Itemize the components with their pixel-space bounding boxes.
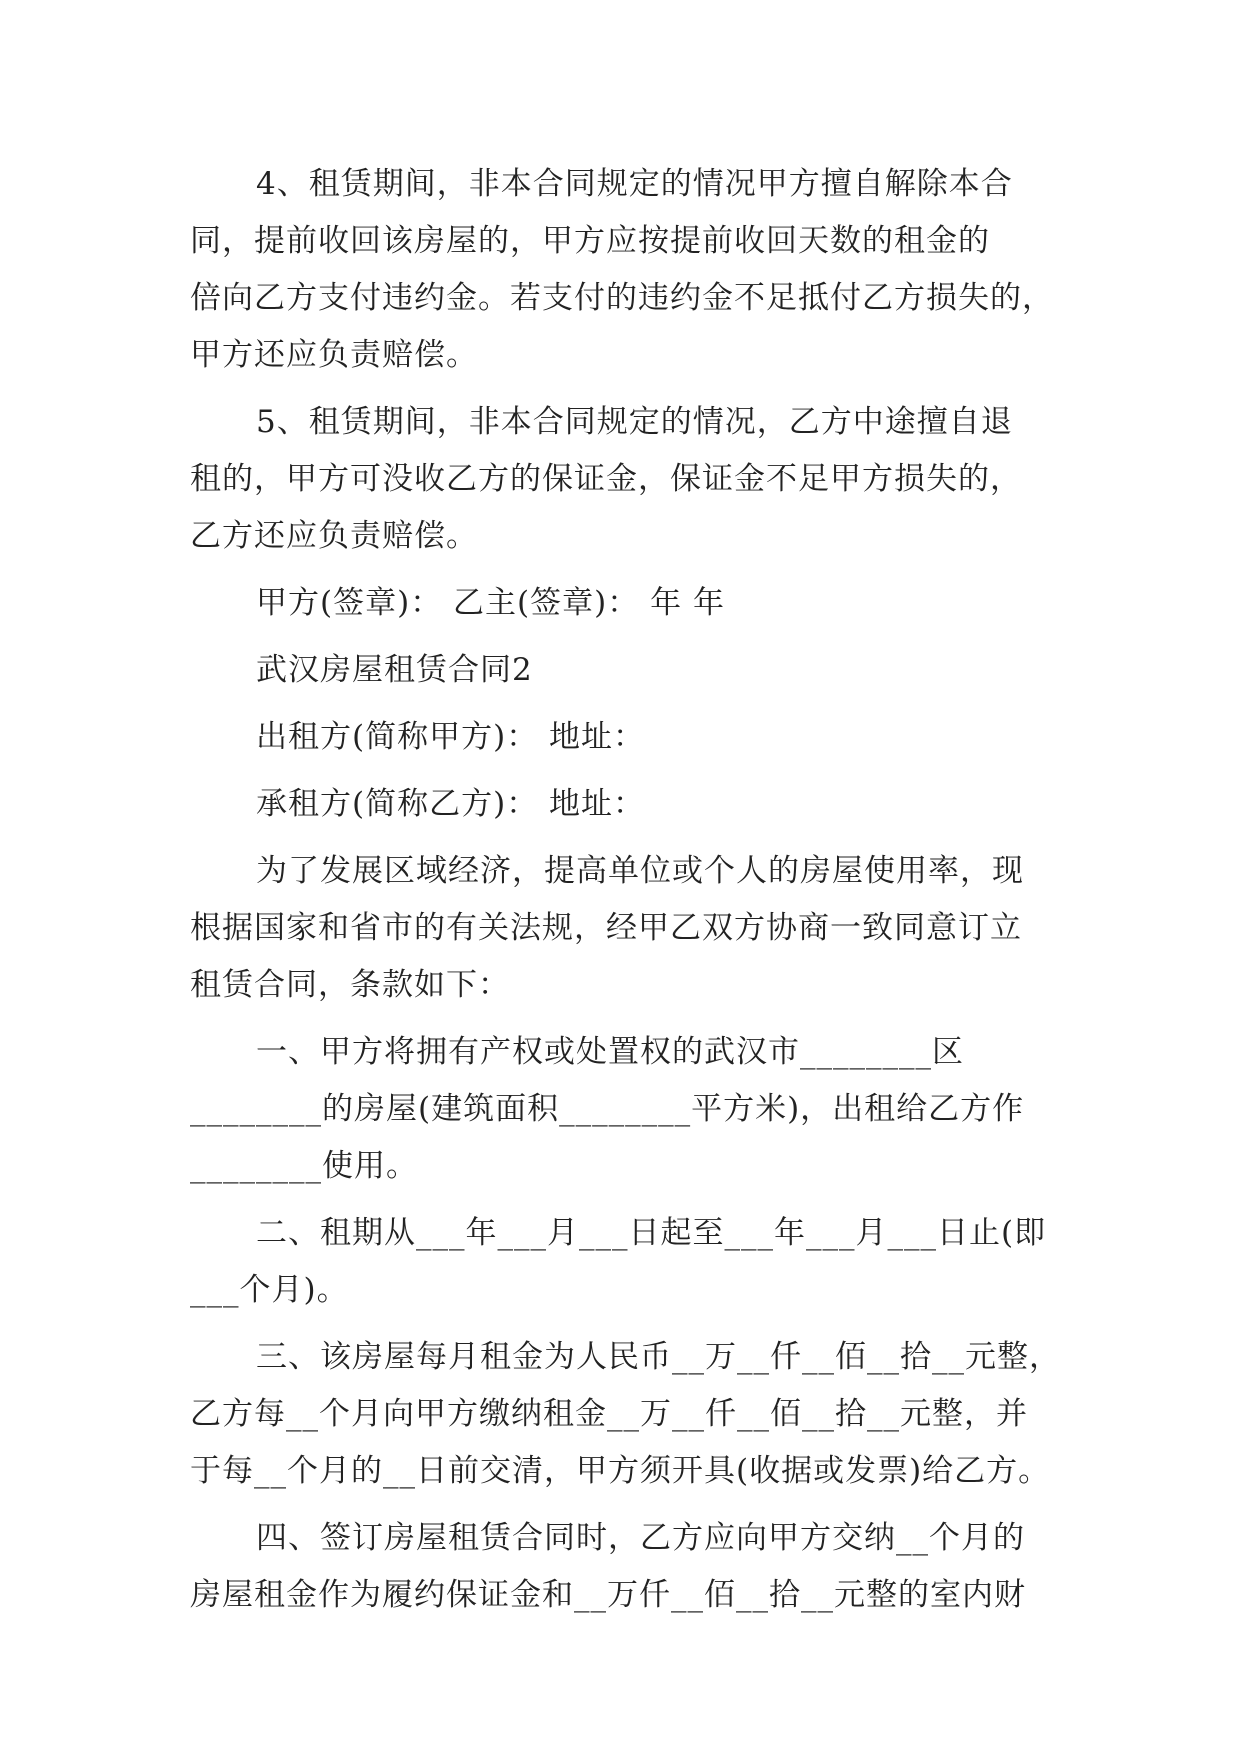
article-1-paragraph <box>190 1024 1060 1195</box>
article-4-paragraph <box>190 1510 1060 1624</box>
paragraph-line: 四、签订房屋租赁合同时，乙方应向甲方交纳__个月的 <box>256 1520 1025 1556</box>
paragraph-line: 房屋租金作为履约保证金和__万仟__佰__拾__元整的室内财 <box>190 1577 1026 1613</box>
paragraph-line: 根据国家和省市的有关法规，经甲乙双方协商一致同意订立 <box>190 910 1022 946</box>
paragraph-line: 乙方每__个月向甲方缴纳租金__万__仟__佰__拾__元整，并 <box>190 1396 1028 1432</box>
paragraph-line: ___个月)。 <box>190 1272 349 1308</box>
paragraph-line: 乙方还应负责赔偿。 <box>190 518 478 554</box>
paragraph-line: 同，提前收回该房屋的，甲方应按提前收回天数的租金的 <box>190 223 990 259</box>
paragraph-line: 倍向乙方支付违约金。若支付的违约金不足抵付乙方损失的， <box>190 280 1054 316</box>
clause-4-paragraph <box>190 156 1060 384</box>
paragraph-line: 二、租期从___年___月___日起至___年___月___日止(即 <box>256 1215 1047 1251</box>
paragraph-line: 甲方还应负责赔偿。 <box>190 337 478 373</box>
paragraph-line: 5、租赁期间，非本合同规定的情况，乙方中途擅自退 <box>256 404 1013 440</box>
contract-title <box>190 642 1060 699</box>
paragraph-line: 武汉房屋租赁合同2 <box>256 652 533 688</box>
lessor-line <box>190 709 1060 766</box>
clause-5-paragraph <box>190 394 1060 565</box>
paragraph-line: 一、甲方将拥有产权或处置权的武汉市________区 <box>256 1034 964 1070</box>
paragraph-line: 三、该房屋每月租金为人民币__万__仟__佰__拾__元整， <box>256 1339 1061 1375</box>
paragraph-line: 4、租赁期间，非本合同规定的情况甲方擅自解除本合 <box>256 166 1013 202</box>
paragraph-line: ________使用。 <box>190 1148 418 1184</box>
paragraph-line: 租的，甲方可没收乙方的保证金，保证金不足甲方损失的， <box>190 461 1022 497</box>
paragraph-line: 租赁合同，条款如下： <box>190 967 510 1003</box>
paragraph-line: 于每__个月的__日前交清，甲方须开具(收据或发票)给乙方。 <box>190 1453 1051 1489</box>
paragraph-line: 甲方(签章)： 乙主(签章)： 年 年 <box>256 585 725 621</box>
paragraph-line: 出租方(简称甲方)： 地址： <box>256 719 646 755</box>
paragraph-line: 承租方(简称乙方)： 地址： <box>256 786 646 822</box>
paragraph-line: ________的房屋(建筑面积________平方米)，出租给乙方作 <box>190 1091 1025 1127</box>
preamble-paragraph <box>190 843 1060 1014</box>
document-body <box>190 156 1060 1634</box>
lessee-line <box>190 776 1060 833</box>
article-2-paragraph <box>190 1205 1060 1319</box>
signature-line <box>190 575 1060 632</box>
paragraph-line: 为了发展区域经济，提高单位或个人的房屋使用率，现 <box>256 853 1024 889</box>
article-3-paragraph <box>190 1329 1060 1500</box>
